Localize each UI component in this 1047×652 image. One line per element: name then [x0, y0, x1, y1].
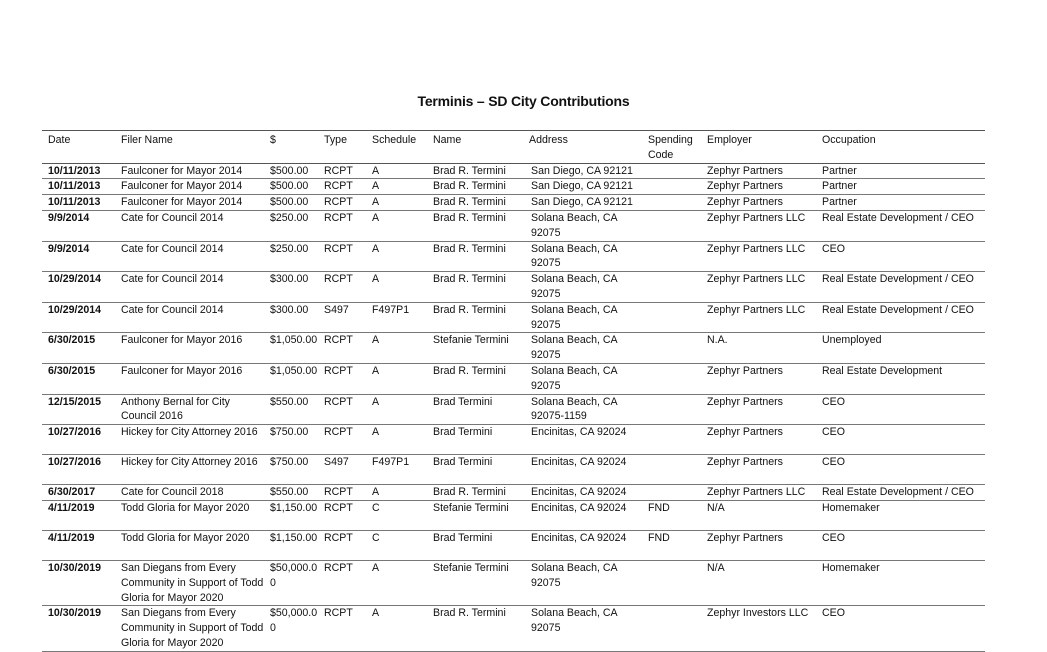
cell-filer-name: Faulconer for Mayor 2016	[115, 333, 264, 364]
cell-schedule: C	[366, 530, 427, 560]
cell-schedule: F497P1	[366, 455, 427, 485]
table-row	[42, 210, 985, 241]
cell-address: Encinitas, CA 92024	[523, 530, 642, 560]
cell-occupation: CEO	[816, 530, 985, 560]
cell-occupation: Real Estate Development / CEO	[816, 272, 985, 303]
cell-amount: $1,150.00	[264, 530, 318, 560]
cell-employer: Zephyr Partners	[701, 530, 816, 560]
cell-date: 6/30/2015	[42, 363, 115, 394]
cell-filer-name: Cate for Council 2014	[115, 241, 264, 272]
cell-spending-code: FND	[642, 500, 701, 530]
cell-name: Brad R. Termini	[427, 163, 523, 179]
cell-date: 10/29/2014	[42, 272, 115, 303]
cell-date: 10/29/2014	[42, 302, 115, 333]
cell-type: RCPT	[318, 425, 366, 455]
cell-amount: $250.00	[264, 210, 318, 241]
cell-schedule: A	[366, 363, 427, 394]
cell-occupation: CEO	[816, 606, 985, 651]
cell-schedule: A	[366, 425, 427, 455]
cell-occupation: Real Estate Development / CEO	[816, 485, 985, 501]
cell-date: 6/30/2015	[42, 333, 115, 364]
cell-occupation: Real Estate Development / CEO	[816, 302, 985, 333]
cell-employer: Zephyr Partners	[701, 195, 816, 211]
cell-type: RCPT	[318, 606, 366, 651]
cell-spending-code	[642, 333, 701, 364]
cell-type: RCPT	[318, 163, 366, 179]
cell-employer: Zephyr Partners	[701, 179, 816, 195]
table-row	[42, 394, 985, 425]
cell-occupation: Partner	[816, 163, 985, 179]
cell-occupation: Homemaker	[816, 500, 985, 530]
table-row	[42, 500, 985, 530]
header-schedule: Schedule	[366, 131, 427, 164]
cell-address: Solana Beach, CA 92075	[523, 363, 642, 394]
table-row	[42, 163, 985, 179]
cell-schedule: A	[366, 163, 427, 179]
cell-address: Solana Beach, CA 92075-1159	[523, 394, 642, 425]
cell-date: 10/11/2013	[42, 163, 115, 179]
cell-address: Solana Beach, CA 92075	[523, 210, 642, 241]
cell-type: RCPT	[318, 394, 366, 425]
cell-type: RCPT	[318, 179, 366, 195]
cell-name: Brad R. Termini	[427, 363, 523, 394]
cell-type: RCPT	[318, 560, 366, 605]
cell-name: Brad R. Termini	[427, 485, 523, 501]
cell-schedule: A	[366, 333, 427, 364]
cell-amount: $550.00	[264, 485, 318, 501]
cell-address: Encinitas, CA 92024	[523, 425, 642, 455]
cell-address: San Diego, CA 92121	[523, 163, 642, 179]
cell-address: San Diego, CA 92121	[523, 179, 642, 195]
cell-amount: $500.00	[264, 163, 318, 179]
cell-type: RCPT	[318, 241, 366, 272]
cell-employer: Zephyr Partners	[701, 455, 816, 485]
cell-amount: $50,000.00	[264, 560, 318, 605]
header-amount: $	[264, 131, 318, 164]
document-title: Terminis – SD City Contributions	[417, 93, 630, 109]
cell-amount: $500.00	[264, 179, 318, 195]
table-row	[42, 530, 985, 560]
header-employer: Employer	[701, 131, 816, 164]
header-occupation: Occupation	[816, 131, 985, 164]
cell-name: Stefanie Termini	[427, 500, 523, 530]
cell-type: RCPT	[318, 485, 366, 501]
cell-employer: Zephyr Partners LLC	[701, 210, 816, 241]
table-row	[42, 363, 985, 394]
cell-spending-code	[642, 560, 701, 605]
cell-occupation: Real Estate Development	[816, 363, 985, 394]
cell-name: Brad R. Termini	[427, 241, 523, 272]
cell-date: 10/30/2019	[42, 560, 115, 605]
header-filer-name: Filer Name	[115, 131, 264, 164]
cell-date: 10/27/2016	[42, 425, 115, 455]
cell-spending-code	[642, 425, 701, 455]
cell-spending-code	[642, 241, 701, 272]
cell-spending-code	[642, 485, 701, 501]
cell-filer-name: Todd Gloria for Mayor 2020	[115, 500, 264, 530]
cell-type: S497	[318, 302, 366, 333]
cell-occupation: Partner	[816, 195, 985, 211]
cell-address: Solana Beach, CA 92075	[523, 560, 642, 605]
cell-filer-name: Faulconer for Mayor 2014	[115, 163, 264, 179]
cell-schedule: A	[366, 485, 427, 501]
cell-filer-name: Cate for Council 2014	[115, 272, 264, 303]
cell-filer-name: San Diegans from Every Community in Support of Todd Gloria for Mayor 2020	[115, 560, 264, 605]
cell-address: Solana Beach, CA 92075	[523, 241, 642, 272]
cell-date: 4/11/2019	[42, 500, 115, 530]
cell-name: Stefanie Termini	[427, 560, 523, 605]
cell-spending-code	[642, 272, 701, 303]
cell-address: Encinitas, CA 92024	[523, 455, 642, 485]
cell-amount: $750.00	[264, 425, 318, 455]
cell-schedule: A	[366, 241, 427, 272]
cell-name: Stefanie Termini	[427, 333, 523, 364]
cell-amount: $750.00	[264, 455, 318, 485]
cell-type: RCPT	[318, 195, 366, 211]
table-header-row	[42, 131, 985, 164]
cell-type: S497	[318, 455, 366, 485]
table-row	[42, 606, 985, 651]
cell-address: Encinitas, CA 92024	[523, 500, 642, 530]
cell-schedule: C	[366, 500, 427, 530]
cell-date: 12/15/2015	[42, 394, 115, 425]
cell-address: Encinitas, CA 92024	[523, 485, 642, 501]
cell-schedule: A	[366, 394, 427, 425]
table-row	[42, 560, 985, 605]
table-row	[42, 195, 985, 211]
cell-date: 4/11/2019	[42, 530, 115, 560]
cell-date: 10/30/2019	[42, 606, 115, 651]
cell-filer-name: Hickey for City Attorney 2016	[115, 455, 264, 485]
cell-filer-name: San Diegans from Every Community in Support of Todd Gloria for Mayor 2020	[115, 606, 264, 651]
cell-filer-name: Faulconer for Mayor 2014	[115, 179, 264, 195]
cell-schedule: A	[366, 606, 427, 651]
cell-date: 9/9/2014	[42, 210, 115, 241]
cell-schedule: A	[366, 560, 427, 605]
cell-name: Brad Termini	[427, 425, 523, 455]
cell-amount: $300.00	[264, 302, 318, 333]
cell-occupation: Real Estate Development / CEO	[816, 210, 985, 241]
table-row	[42, 272, 985, 303]
cell-address: San Diego, CA 92121	[523, 195, 642, 211]
cell-type: RCPT	[318, 272, 366, 303]
cell-date: 10/27/2016	[42, 455, 115, 485]
cell-filer-name: Cate for Council 2018	[115, 485, 264, 501]
cell-amount: $1,050.00	[264, 363, 318, 394]
cell-employer: N.A.	[701, 333, 816, 364]
cell-occupation: CEO	[816, 455, 985, 485]
cell-spending-code	[642, 163, 701, 179]
cell-name: Brad Termini	[427, 394, 523, 425]
header-name: Name	[427, 131, 523, 164]
cell-amount: $550.00	[264, 394, 318, 425]
cell-amount: $1,050.00	[264, 333, 318, 364]
cell-employer: Zephyr Partners	[701, 163, 816, 179]
cell-filer-name: Faulconer for Mayor 2016	[115, 363, 264, 394]
cell-occupation: Unemployed	[816, 333, 985, 364]
cell-employer: N/A	[701, 560, 816, 605]
table-body	[42, 163, 985, 651]
cell-employer: Zephyr Partners LLC	[701, 485, 816, 501]
cell-name: Brad R. Termini	[427, 179, 523, 195]
cell-employer: Zephyr Partners	[701, 394, 816, 425]
header-address: Address	[523, 131, 642, 164]
table-row	[42, 302, 985, 333]
cell-employer: Zephyr Investors LLC	[701, 606, 816, 651]
table-row	[42, 241, 985, 272]
cell-schedule: A	[366, 195, 427, 211]
cell-employer: Zephyr Partners LLC	[701, 272, 816, 303]
cell-address: Solana Beach, CA 92075	[523, 606, 642, 651]
table-row	[42, 333, 985, 364]
cell-filer-name: Hickey for City Attorney 2016	[115, 425, 264, 455]
cell-amount: $1,150.00	[264, 500, 318, 530]
cell-name: Brad Termini	[427, 530, 523, 560]
cell-employer: N/A	[701, 500, 816, 530]
contributions-table	[42, 130, 985, 652]
cell-filer-name: Anthony Bernal for City Council 2016	[115, 394, 264, 425]
cell-date: 9/9/2014	[42, 241, 115, 272]
cell-spending-code	[642, 363, 701, 394]
cell-spending-code	[642, 302, 701, 333]
cell-occupation: Partner	[816, 179, 985, 195]
cell-address: Solana Beach, CA 92075	[523, 333, 642, 364]
cell-name: Brad R. Termini	[427, 195, 523, 211]
cell-employer: Zephyr Partners LLC	[701, 302, 816, 333]
cell-spending-code	[642, 210, 701, 241]
cell-amount: $300.00	[264, 272, 318, 303]
header-date: Date	[42, 131, 115, 164]
cell-filer-name: Todd Gloria for Mayor 2020	[115, 530, 264, 560]
table-row	[42, 179, 985, 195]
cell-occupation: CEO	[816, 241, 985, 272]
cell-spending-code	[642, 606, 701, 651]
cell-schedule: A	[366, 210, 427, 241]
cell-spending-code	[642, 394, 701, 425]
cell-spending-code	[642, 455, 701, 485]
cell-occupation: Homemaker	[816, 560, 985, 605]
cell-filer-name: Faulconer for Mayor 2014	[115, 195, 264, 211]
cell-address: Solana Beach, CA 92075	[523, 272, 642, 303]
cell-name: Brad R. Termini	[427, 210, 523, 241]
cell-name: Brad R. Termini	[427, 606, 523, 651]
cell-type: RCPT	[318, 210, 366, 241]
cell-date: 6/30/2017	[42, 485, 115, 501]
cell-amount: $250.00	[264, 241, 318, 272]
cell-filer-name: Cate for Council 2014	[115, 302, 264, 333]
cell-amount: $50,000.00	[264, 606, 318, 651]
cell-employer: Zephyr Partners	[701, 425, 816, 455]
cell-occupation: CEO	[816, 394, 985, 425]
cell-spending-code	[642, 195, 701, 211]
cell-date: 10/11/2013	[42, 195, 115, 211]
table-row	[42, 455, 985, 485]
cell-name: Brad R. Termini	[427, 302, 523, 333]
cell-spending-code	[642, 179, 701, 195]
cell-employer: Zephyr Partners LLC	[701, 241, 816, 272]
cell-type: RCPT	[318, 500, 366, 530]
cell-type: RCPT	[318, 363, 366, 394]
cell-spending-code: FND	[642, 530, 701, 560]
cell-type: RCPT	[318, 530, 366, 560]
cell-date: 10/11/2013	[42, 179, 115, 195]
cell-occupation: CEO	[816, 425, 985, 455]
cell-filer-name: Cate for Council 2014	[115, 210, 264, 241]
cell-employer: Zephyr Partners	[701, 363, 816, 394]
cell-amount: $500.00	[264, 195, 318, 211]
cell-name: Brad Termini	[427, 455, 523, 485]
cell-name: Brad R. Termini	[427, 272, 523, 303]
table-row	[42, 425, 985, 455]
cell-type: RCPT	[318, 333, 366, 364]
cell-schedule: A	[366, 179, 427, 195]
cell-schedule: A	[366, 272, 427, 303]
header-spending-code: Spending Code	[642, 131, 701, 164]
table-row	[42, 485, 985, 501]
header-type: Type	[318, 131, 366, 164]
cell-schedule: F497P1	[366, 302, 427, 333]
cell-address: Solana Beach, CA 92075	[523, 302, 642, 333]
